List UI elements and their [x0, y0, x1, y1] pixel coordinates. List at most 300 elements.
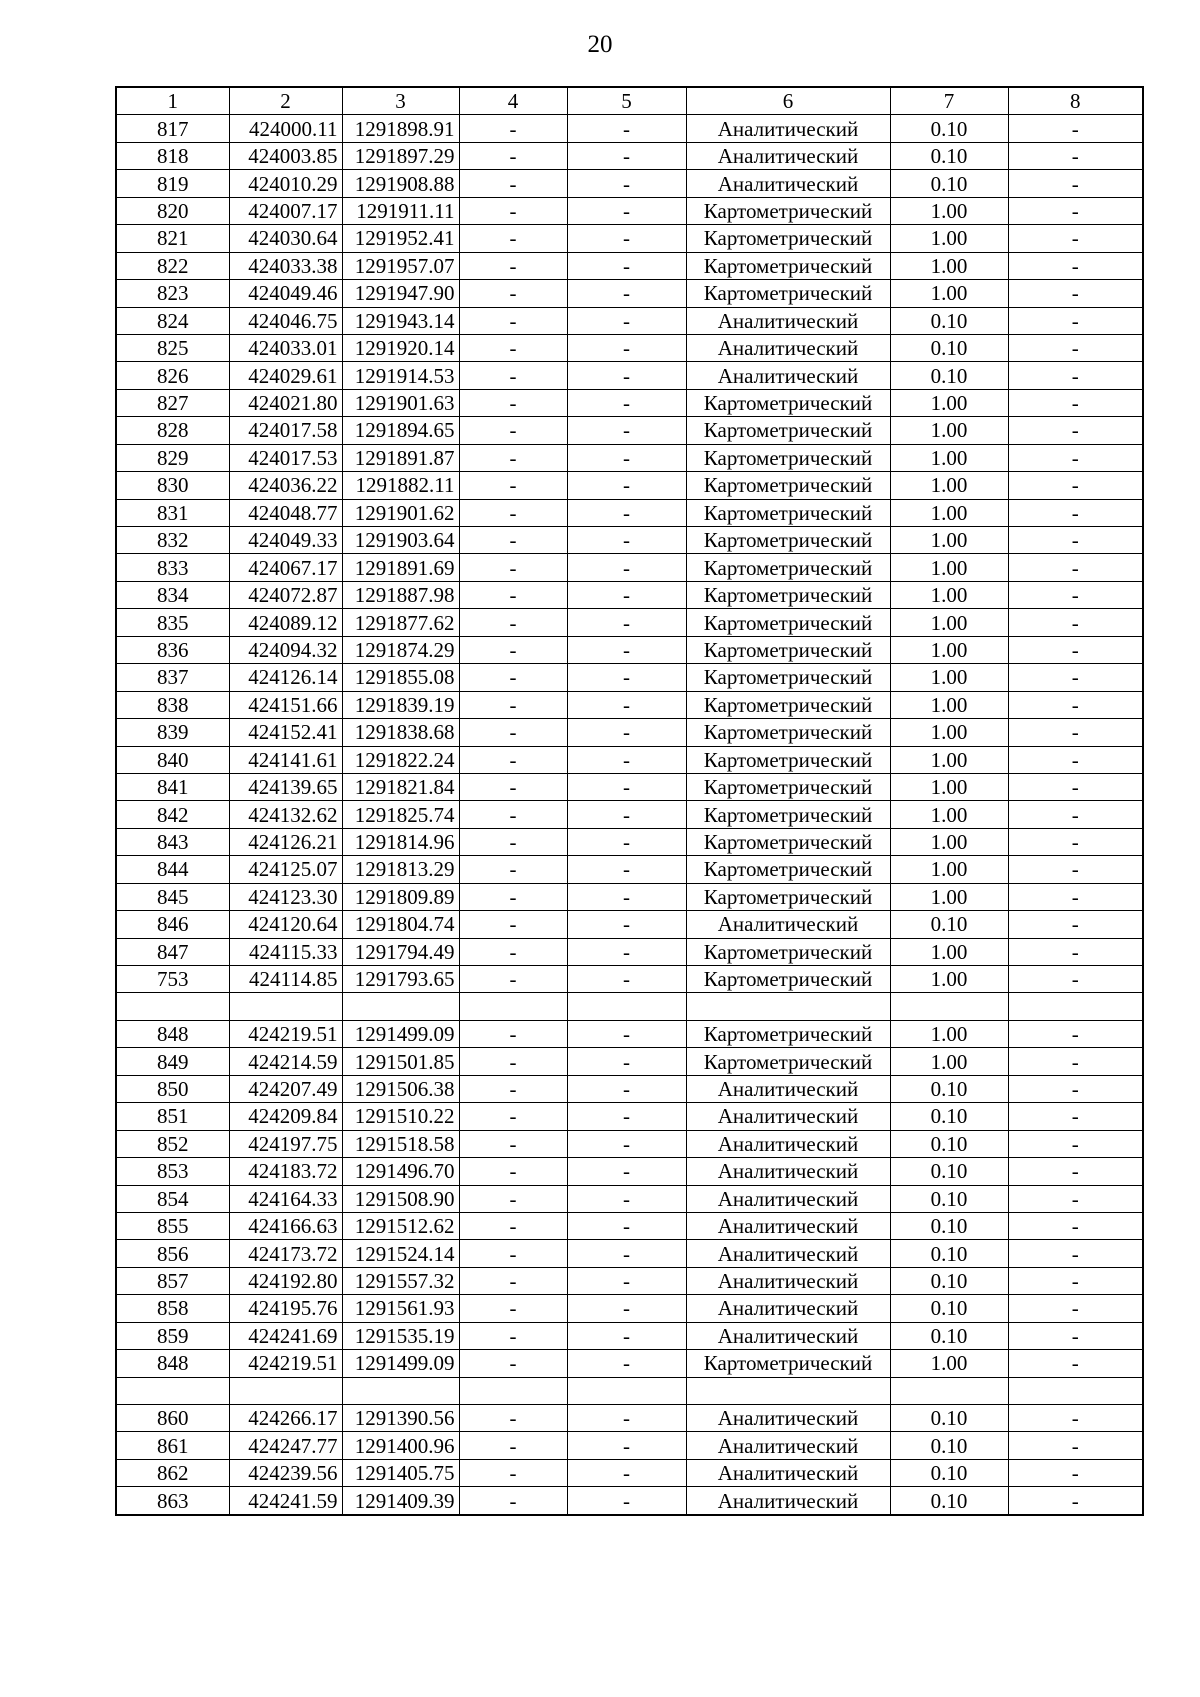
- col5-cell: -: [567, 362, 686, 389]
- method-cell: Аналитический: [686, 334, 890, 361]
- col5-cell: -: [567, 142, 686, 169]
- x-coordinate-cell: 424030.64: [229, 225, 342, 252]
- col5-cell: -: [567, 280, 686, 307]
- col8-cell: -: [1008, 362, 1143, 389]
- col5-cell: -: [567, 746, 686, 773]
- col4-cell: [459, 1377, 567, 1404]
- method-cell: Картометрический: [686, 1048, 890, 1075]
- x-coordinate-cell: 424114.85: [229, 966, 342, 993]
- point-number-cell: 829: [116, 444, 229, 471]
- point-number-cell: 823: [116, 280, 229, 307]
- col4-cell: -: [459, 801, 567, 828]
- x-coordinate-cell: 424241.69: [229, 1322, 342, 1349]
- method-cell: Картометрический: [686, 828, 890, 855]
- point-number-cell: [116, 1377, 229, 1404]
- accuracy-cell: 1.00: [890, 1020, 1008, 1047]
- accuracy-cell: 0.10: [890, 1405, 1008, 1432]
- table-row: [116, 225, 1143, 252]
- col8-cell: -: [1008, 1158, 1143, 1185]
- point-number-cell: [116, 993, 229, 1020]
- col8-cell: -: [1008, 609, 1143, 636]
- point-number-cell: 821: [116, 225, 229, 252]
- x-coordinate-cell: 424029.61: [229, 362, 342, 389]
- x-coordinate-cell: 424239.56: [229, 1459, 342, 1486]
- column-header: 3: [342, 87, 459, 115]
- col8-cell: -: [1008, 1020, 1143, 1047]
- x-coordinate-cell: 424192.80: [229, 1267, 342, 1294]
- accuracy-cell: 1.00: [890, 554, 1008, 581]
- col8-cell: -: [1008, 746, 1143, 773]
- column-header: 7: [890, 87, 1008, 115]
- y-coordinate-cell: 1291557.32: [342, 1267, 459, 1294]
- col5-cell: -: [567, 527, 686, 554]
- col4-cell: -: [459, 938, 567, 965]
- x-coordinate-cell: 424247.77: [229, 1432, 342, 1459]
- point-number-cell: 843: [116, 828, 229, 855]
- col8-cell: -: [1008, 581, 1143, 608]
- col5-cell: -: [567, 938, 686, 965]
- x-coordinate-cell: 424214.59: [229, 1048, 342, 1075]
- accuracy-cell: 1.00: [890, 664, 1008, 691]
- table-row: [116, 828, 1143, 855]
- col4-cell: -: [459, 1487, 567, 1515]
- col5-cell: -: [567, 472, 686, 499]
- accuracy-cell: 1.00: [890, 280, 1008, 307]
- col8-cell: -: [1008, 499, 1143, 526]
- method-cell: Картометрический: [686, 554, 890, 581]
- col8-cell: -: [1008, 1295, 1143, 1322]
- point-number-cell: 858: [116, 1295, 229, 1322]
- col4-cell: -: [459, 1267, 567, 1294]
- col5-cell: -: [567, 252, 686, 279]
- table-row: [116, 664, 1143, 691]
- col5-cell: -: [567, 499, 686, 526]
- col5-cell: -: [567, 170, 686, 197]
- col4-cell: -: [459, 1212, 567, 1239]
- col8-cell: -: [1008, 911, 1143, 938]
- table-row: [116, 636, 1143, 663]
- method-cell: Аналитический: [686, 307, 890, 334]
- point-number-cell: 862: [116, 1459, 229, 1486]
- col8-cell: -: [1008, 1103, 1143, 1130]
- point-number-cell: 859: [116, 1322, 229, 1349]
- y-coordinate-cell: 1291501.85: [342, 1048, 459, 1075]
- accuracy-cell: 1.00: [890, 938, 1008, 965]
- col8-cell: -: [1008, 554, 1143, 581]
- y-coordinate-cell: [342, 1377, 459, 1404]
- table-row: [116, 1322, 1143, 1349]
- col8-cell: -: [1008, 1350, 1143, 1377]
- col8-cell: -: [1008, 225, 1143, 252]
- x-coordinate-cell: 424049.46: [229, 280, 342, 307]
- accuracy-cell: 0.10: [890, 1075, 1008, 1102]
- col8-cell: -: [1008, 334, 1143, 361]
- x-coordinate-cell: 424021.80: [229, 389, 342, 416]
- col4-cell: -: [459, 142, 567, 169]
- y-coordinate-cell: 1291794.49: [342, 938, 459, 965]
- col4-cell: -: [459, 719, 567, 746]
- x-coordinate-cell: 424125.07: [229, 856, 342, 883]
- accuracy-cell: [890, 1377, 1008, 1404]
- x-coordinate-cell: 424115.33: [229, 938, 342, 965]
- col8-cell: -: [1008, 938, 1143, 965]
- col5-cell: -: [567, 1075, 686, 1102]
- x-coordinate-cell: 424183.72: [229, 1158, 342, 1185]
- col5-cell: -: [567, 691, 686, 718]
- accuracy-cell: 0.10: [890, 170, 1008, 197]
- method-cell: Аналитический: [686, 1240, 890, 1267]
- y-coordinate-cell: 1291877.62: [342, 609, 459, 636]
- col4-cell: -: [459, 1240, 567, 1267]
- accuracy-cell: 0.10: [890, 1295, 1008, 1322]
- col4-cell: -: [459, 444, 567, 471]
- accuracy-cell: 0.10: [890, 1185, 1008, 1212]
- accuracy-cell: 0.10: [890, 1103, 1008, 1130]
- col4-cell: -: [459, 389, 567, 416]
- col5-cell: -: [567, 883, 686, 910]
- point-number-cell: 828: [116, 417, 229, 444]
- table-row: [116, 719, 1143, 746]
- point-number-cell: 817: [116, 115, 229, 142]
- col5-cell: -: [567, 801, 686, 828]
- table-row: [116, 554, 1143, 581]
- col8-cell: -: [1008, 1459, 1143, 1486]
- accuracy-cell: 1.00: [890, 581, 1008, 608]
- col5-cell: -: [567, 828, 686, 855]
- y-coordinate-cell: 1291821.84: [342, 773, 459, 800]
- col8-cell: -: [1008, 1405, 1143, 1432]
- col5-cell: -: [567, 225, 686, 252]
- point-number-cell: 854: [116, 1185, 229, 1212]
- y-coordinate-cell: 1291920.14: [342, 334, 459, 361]
- coordinates-table: [115, 86, 1144, 1516]
- col5-cell: [567, 1377, 686, 1404]
- point-number-cell: 853: [116, 1158, 229, 1185]
- col5-cell: -: [567, 966, 686, 993]
- col8-cell: [1008, 1377, 1143, 1404]
- x-coordinate-cell: 424219.51: [229, 1020, 342, 1047]
- col4-cell: -: [459, 1158, 567, 1185]
- method-cell: Картометрический: [686, 252, 890, 279]
- col5-cell: -: [567, 389, 686, 416]
- col8-cell: -: [1008, 472, 1143, 499]
- x-coordinate-cell: 424132.62: [229, 801, 342, 828]
- col5-cell: -: [567, 444, 686, 471]
- x-coordinate-cell: 424139.65: [229, 773, 342, 800]
- y-coordinate-cell: 1291891.69: [342, 554, 459, 581]
- point-number-cell: 837: [116, 664, 229, 691]
- method-cell: Аналитический: [686, 362, 890, 389]
- method-cell: Аналитический: [686, 1212, 890, 1239]
- method-cell: Картометрический: [686, 636, 890, 663]
- y-coordinate-cell: 1291894.65: [342, 417, 459, 444]
- col5-cell: -: [567, 911, 686, 938]
- accuracy-cell: 0.10: [890, 1130, 1008, 1157]
- table-row: [116, 197, 1143, 224]
- accuracy-cell: 0.10: [890, 115, 1008, 142]
- col5-cell: -: [567, 1350, 686, 1377]
- col4-cell: -: [459, 170, 567, 197]
- col4-cell: -: [459, 115, 567, 142]
- y-coordinate-cell: 1291891.87: [342, 444, 459, 471]
- accuracy-cell: 0.10: [890, 1267, 1008, 1294]
- x-coordinate-cell: 424151.66: [229, 691, 342, 718]
- col4-cell: -: [459, 966, 567, 993]
- y-coordinate-cell: 1291952.41: [342, 225, 459, 252]
- point-number-cell: 832: [116, 527, 229, 554]
- x-coordinate-cell: 424166.63: [229, 1212, 342, 1239]
- col4-cell: -: [459, 1103, 567, 1130]
- method-cell: Картометрический: [686, 581, 890, 608]
- method-cell: Картометрический: [686, 472, 890, 499]
- col4-cell: -: [459, 636, 567, 663]
- point-number-cell: 860: [116, 1405, 229, 1432]
- x-coordinate-cell: 424049.33: [229, 527, 342, 554]
- table-row: [116, 1075, 1143, 1102]
- y-coordinate-cell: 1291813.29: [342, 856, 459, 883]
- table-row: [116, 280, 1143, 307]
- point-number-cell: 838: [116, 691, 229, 718]
- point-number-cell: 753: [116, 966, 229, 993]
- point-number-cell: 846: [116, 911, 229, 938]
- col4-cell: -: [459, 828, 567, 855]
- method-cell: Картометрический: [686, 444, 890, 471]
- col8-cell: -: [1008, 636, 1143, 663]
- x-coordinate-cell: 424003.85: [229, 142, 342, 169]
- x-coordinate-cell: 424120.64: [229, 911, 342, 938]
- method-cell: Аналитический: [686, 1267, 890, 1294]
- col5-cell: -: [567, 554, 686, 581]
- table-row: [116, 389, 1143, 416]
- accuracy-cell: 1.00: [890, 746, 1008, 773]
- point-number-cell: 861: [116, 1432, 229, 1459]
- table-row: [116, 527, 1143, 554]
- accuracy-cell: 0.10: [890, 142, 1008, 169]
- table-row: [116, 1185, 1143, 1212]
- col5-cell: -: [567, 773, 686, 800]
- col4-cell: -: [459, 417, 567, 444]
- col5-cell: -: [567, 334, 686, 361]
- table-row: [116, 856, 1143, 883]
- table-row: [116, 1158, 1143, 1185]
- table-row: [116, 966, 1143, 993]
- y-coordinate-cell: 1291405.75: [342, 1459, 459, 1486]
- col5-cell: -: [567, 1459, 686, 1486]
- col8-cell: -: [1008, 444, 1143, 471]
- accuracy-cell: 1.00: [890, 472, 1008, 499]
- table-row: [116, 362, 1143, 389]
- col4-cell: [459, 993, 567, 1020]
- col5-cell: -: [567, 1322, 686, 1349]
- col4-cell: -: [459, 499, 567, 526]
- x-coordinate-cell: 424152.41: [229, 719, 342, 746]
- method-cell: Аналитический: [686, 911, 890, 938]
- accuracy-cell: 1.00: [890, 389, 1008, 416]
- table-row: [116, 1295, 1143, 1322]
- accuracy-cell: 0.10: [890, 911, 1008, 938]
- x-coordinate-cell: 424195.76: [229, 1295, 342, 1322]
- col8-cell: -: [1008, 828, 1143, 855]
- accuracy-cell: 1.00: [890, 197, 1008, 224]
- x-coordinate-cell: [229, 1377, 342, 1404]
- y-coordinate-cell: 1291898.91: [342, 115, 459, 142]
- y-coordinate-cell: 1291390.56: [342, 1405, 459, 1432]
- table-row: [116, 1048, 1143, 1075]
- col8-cell: -: [1008, 1212, 1143, 1239]
- col5-cell: -: [567, 417, 686, 444]
- table-row: [116, 1130, 1143, 1157]
- col8-cell: -: [1008, 1322, 1143, 1349]
- col8-cell: -: [1008, 527, 1143, 554]
- col4-cell: -: [459, 1350, 567, 1377]
- col5-cell: -: [567, 856, 686, 883]
- accuracy-cell: 1.00: [890, 801, 1008, 828]
- point-number-cell: 831: [116, 499, 229, 526]
- col5-cell: -: [567, 115, 686, 142]
- method-cell: Картометрический: [686, 746, 890, 773]
- table-row: [116, 938, 1143, 965]
- col4-cell: -: [459, 334, 567, 361]
- col5-cell: -: [567, 1185, 686, 1212]
- method-cell: Аналитический: [686, 1103, 890, 1130]
- y-coordinate-cell: 1291911.11: [342, 197, 459, 224]
- point-number-cell: 851: [116, 1103, 229, 1130]
- col8-cell: -: [1008, 1267, 1143, 1294]
- col5-cell: -: [567, 609, 686, 636]
- point-number-cell: 856: [116, 1240, 229, 1267]
- method-cell: Картометрический: [686, 389, 890, 416]
- y-coordinate-cell: 1291908.88: [342, 170, 459, 197]
- table-row: [116, 1212, 1143, 1239]
- col8-cell: -: [1008, 883, 1143, 910]
- table-header-row: [116, 87, 1143, 115]
- accuracy-cell: 0.10: [890, 1158, 1008, 1185]
- col4-cell: -: [459, 1322, 567, 1349]
- x-coordinate-cell: 424173.72: [229, 1240, 342, 1267]
- col5-cell: -: [567, 664, 686, 691]
- col4-cell: -: [459, 883, 567, 910]
- accuracy-cell: 0.10: [890, 1432, 1008, 1459]
- accuracy-cell: 1.00: [890, 225, 1008, 252]
- point-number-cell: 835: [116, 609, 229, 636]
- col4-cell: -: [459, 197, 567, 224]
- col8-cell: -: [1008, 719, 1143, 746]
- x-coordinate-cell: 424033.38: [229, 252, 342, 279]
- accuracy-cell: 0.10: [890, 1240, 1008, 1267]
- method-cell: Картометрический: [686, 966, 890, 993]
- x-coordinate-cell: 424266.17: [229, 1405, 342, 1432]
- point-number-cell: 834: [116, 581, 229, 608]
- table-row: [116, 911, 1143, 938]
- col8-cell: -: [1008, 142, 1143, 169]
- col4-cell: -: [459, 1020, 567, 1047]
- method-cell: Картометрический: [686, 499, 890, 526]
- y-coordinate-cell: 1291499.09: [342, 1350, 459, 1377]
- x-coordinate-cell: 424207.49: [229, 1075, 342, 1102]
- col8-cell: -: [1008, 389, 1143, 416]
- col5-cell: -: [567, 719, 686, 746]
- accuracy-cell: 1.00: [890, 1350, 1008, 1377]
- method-cell: [686, 1377, 890, 1404]
- col4-cell: -: [459, 1405, 567, 1432]
- col4-cell: -: [459, 252, 567, 279]
- y-coordinate-cell: 1291839.19: [342, 691, 459, 718]
- x-coordinate-cell: 424067.17: [229, 554, 342, 581]
- point-number-cell: 848: [116, 1350, 229, 1377]
- col8-cell: -: [1008, 1432, 1143, 1459]
- accuracy-cell: 1.00: [890, 691, 1008, 718]
- col4-cell: -: [459, 1432, 567, 1459]
- method-cell: Аналитический: [686, 1295, 890, 1322]
- point-number-cell: 847: [116, 938, 229, 965]
- y-coordinate-cell: 1291897.29: [342, 142, 459, 169]
- col8-cell: -: [1008, 1185, 1143, 1212]
- y-coordinate-cell: 1291506.38: [342, 1075, 459, 1102]
- col4-cell: -: [459, 362, 567, 389]
- table-row: [116, 1405, 1143, 1432]
- col5-cell: -: [567, 581, 686, 608]
- col5-cell: -: [567, 1158, 686, 1185]
- y-coordinate-cell: 1291838.68: [342, 719, 459, 746]
- method-cell: Аналитический: [686, 1459, 890, 1486]
- point-number-cell: 818: [116, 142, 229, 169]
- x-coordinate-cell: 424209.84: [229, 1103, 342, 1130]
- accuracy-cell: 1.00: [890, 417, 1008, 444]
- point-number-cell: 820: [116, 197, 229, 224]
- method-cell: Картометрический: [686, 417, 890, 444]
- col8-cell: -: [1008, 307, 1143, 334]
- method-cell: Аналитический: [686, 1487, 890, 1515]
- method-cell: Картометрический: [686, 225, 890, 252]
- method-cell: Картометрический: [686, 664, 890, 691]
- table-body: [116, 115, 1143, 1515]
- point-number-cell: 824: [116, 307, 229, 334]
- x-coordinate-cell: 424017.53: [229, 444, 342, 471]
- accuracy-cell: [890, 993, 1008, 1020]
- table-row: [116, 1459, 1143, 1486]
- column-header: 6: [686, 87, 890, 115]
- table-row: [116, 115, 1143, 142]
- point-number-cell: 841: [116, 773, 229, 800]
- col4-cell: -: [459, 1185, 567, 1212]
- x-coordinate-cell: 424197.75: [229, 1130, 342, 1157]
- x-coordinate-cell: [229, 993, 342, 1020]
- table-row: [116, 773, 1143, 800]
- point-number-cell: 849: [116, 1048, 229, 1075]
- col4-cell: -: [459, 856, 567, 883]
- y-coordinate-cell: 1291508.90: [342, 1185, 459, 1212]
- table-row: [116, 444, 1143, 471]
- y-coordinate-cell: 1291855.08: [342, 664, 459, 691]
- col5-cell: -: [567, 307, 686, 334]
- x-coordinate-cell: 424017.58: [229, 417, 342, 444]
- y-coordinate-cell: 1291825.74: [342, 801, 459, 828]
- point-number-cell: 852: [116, 1130, 229, 1157]
- col4-cell: -: [459, 225, 567, 252]
- table-row: [116, 1377, 1143, 1404]
- col8-cell: -: [1008, 664, 1143, 691]
- y-coordinate-cell: 1291512.62: [342, 1212, 459, 1239]
- x-coordinate-cell: 424072.87: [229, 581, 342, 608]
- col8-cell: -: [1008, 773, 1143, 800]
- accuracy-cell: 1.00: [890, 856, 1008, 883]
- accuracy-cell: 1.00: [890, 883, 1008, 910]
- y-coordinate-cell: 1291524.14: [342, 1240, 459, 1267]
- accuracy-cell: 1.00: [890, 1048, 1008, 1075]
- method-cell: Аналитический: [686, 1405, 890, 1432]
- col4-cell: -: [459, 307, 567, 334]
- table-row: [116, 1240, 1143, 1267]
